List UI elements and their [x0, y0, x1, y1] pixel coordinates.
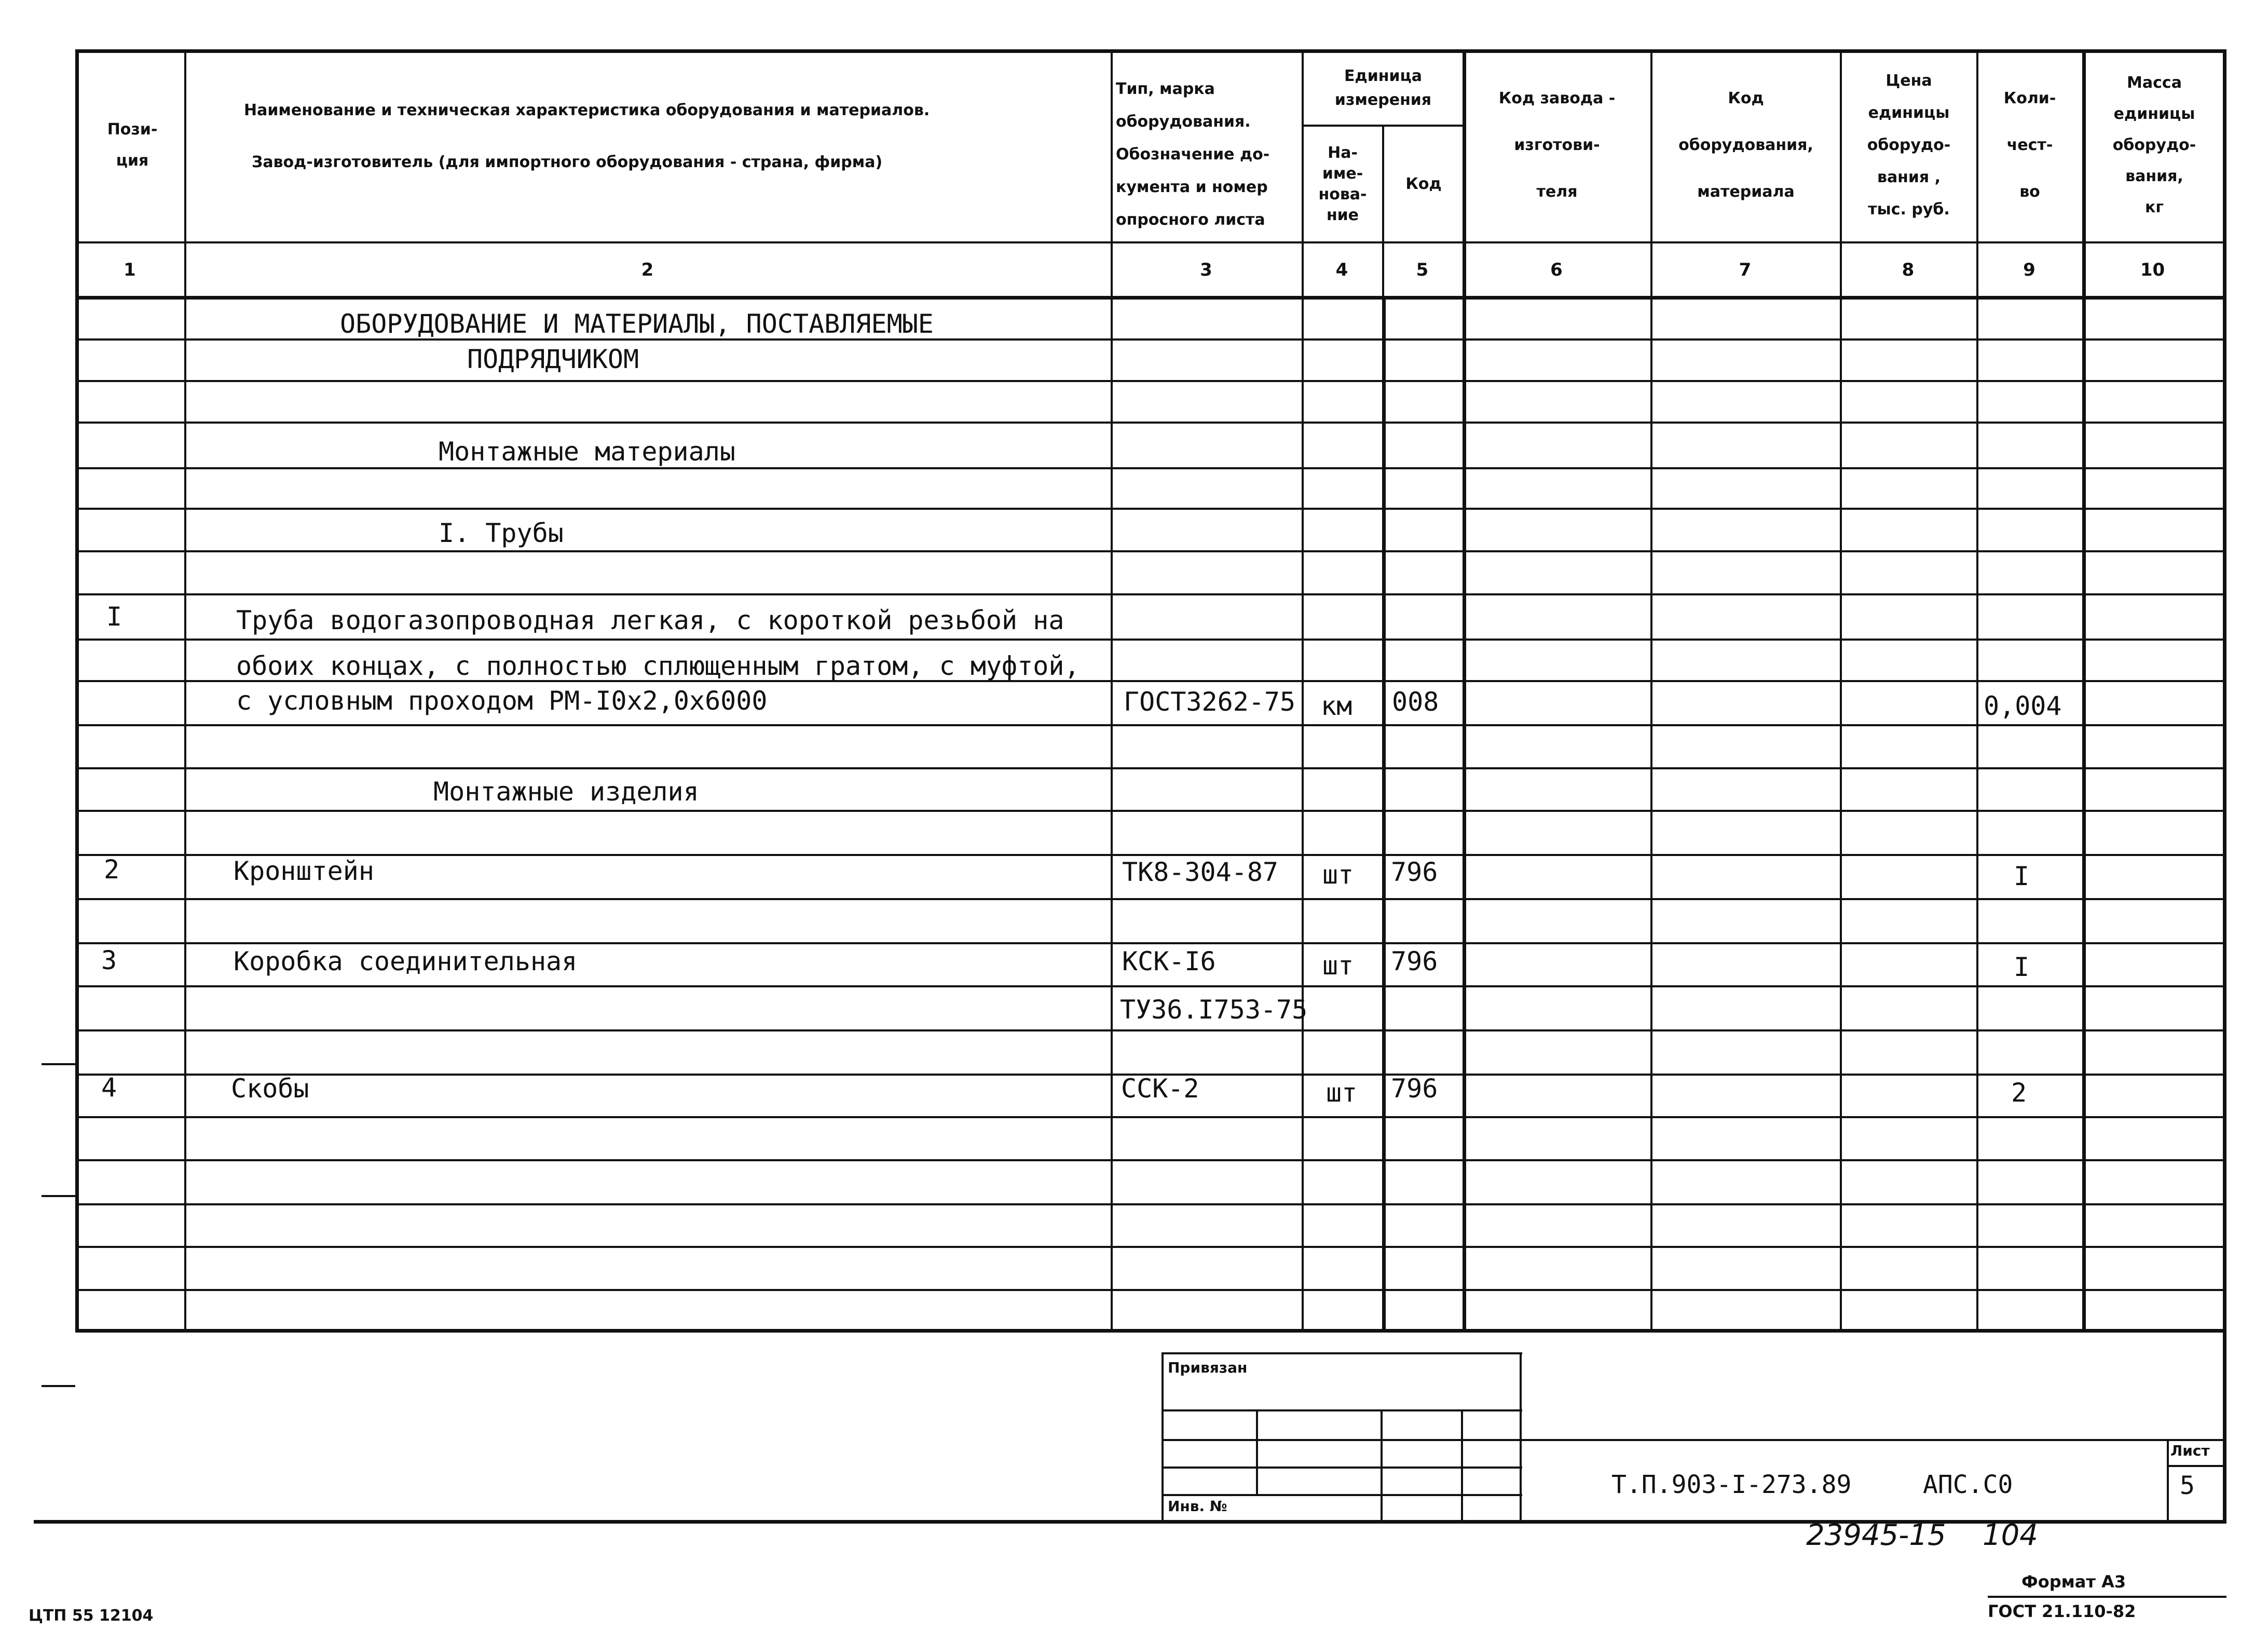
stamp-line	[1162, 1439, 1522, 1441]
item-unit: км	[1321, 691, 1352, 721]
row-line	[75, 985, 2226, 987]
section-title-cont: ПОДРЯДЧИКОМ	[467, 344, 639, 374]
margin-tick	[42, 1385, 75, 1387]
gost-label: ГОСТ 21.110-82	[1988, 1601, 2136, 1621]
handwritten-number: 23945-15	[1806, 1518, 1946, 1552]
header-unit-price: Цена единицы оборудо- вания , тыс. руб.	[1867, 72, 1951, 219]
margin-tick	[42, 1063, 75, 1065]
stamp-line	[1162, 1494, 1522, 1496]
header-quantity: Коли- чест- во	[2003, 89, 2056, 201]
header-equipment-code: Код оборудования, материала	[1678, 89, 1813, 201]
col-number: 3	[1200, 260, 1212, 280]
col-number: 7	[1739, 260, 1752, 280]
header-name-line1: Наименование и техническая характеристика оборудования и материалов.	[244, 101, 930, 119]
item-quantity: I	[2014, 952, 2030, 982]
item-name: Коробка соединительная	[234, 946, 578, 976]
item-doc: КСК-I6	[1122, 946, 1216, 976]
item-unit: шт	[1326, 1078, 1358, 1108]
header-unit-name: На- име- нова- ние	[1318, 144, 1367, 224]
stamp-inv-label: Инв. №	[1168, 1498, 1227, 1515]
col-number: 9	[2023, 260, 2035, 280]
item-quantity: I	[2014, 861, 2030, 891]
item-name-cont: обоих концах, с полностью сплющенным гратом, с муфтой,	[236, 651, 1080, 681]
section-title: ОБОРУДОВАНИЕ И МАТЕРИАЛЫ, ПОСТАВЛЯЕМЫЕ	[340, 309, 934, 339]
row-line	[75, 593, 2226, 595]
row-line	[75, 1203, 2226, 1205]
item-quantity: 2	[2011, 1078, 2027, 1108]
stamp-line	[1381, 1409, 1383, 1521]
subsection-title: Монтажные материалы	[439, 437, 735, 467]
row-line	[75, 508, 2226, 510]
handwritten-page: 104	[1983, 1518, 2038, 1552]
table-bottom-line	[75, 1329, 2226, 1333]
sheet-number: 5	[2180, 1471, 2195, 1500]
left-footer-code: ЦТП 55 12104	[29, 1607, 154, 1625]
col-number: 10	[2140, 260, 2165, 280]
frame-right	[2223, 49, 2226, 1524]
item-position: 4	[101, 1072, 117, 1103]
row-line	[75, 942, 2226, 944]
sheet-label: Лист	[2170, 1442, 2210, 1459]
item-position: 3	[101, 945, 117, 975]
group-title: I. Трубы	[439, 518, 564, 548]
col-number: 4	[1335, 260, 1348, 280]
col-sep-4-bold	[1382, 298, 1386, 1332]
item-unit: шт	[1322, 951, 1354, 981]
header-factory-code: Код завода - изготови- теля	[1498, 89, 1616, 201]
item-quantity: 0,004	[1984, 691, 2062, 721]
item-unit: шт	[1322, 860, 1354, 890]
stamp-line	[2167, 1439, 2169, 1520]
header-name-line2: Завод-изготовитель (для импортного оборудования - страна, фирма)	[252, 153, 883, 171]
row-line	[75, 380, 2226, 382]
stamp-designation: Т.П.903-I-273.89	[1611, 1470, 1852, 1499]
subsection-title: Монтажные изделия	[433, 777, 699, 807]
header-type-doc: Тип, марка оборудования. Обозначение до- кумента и номер опросного листа	[1116, 80, 1270, 229]
row-line	[75, 550, 2226, 552]
item-name: Скобы	[231, 1074, 309, 1104]
stamp-code: АПС.С0	[1923, 1470, 2013, 1499]
header-unit-code: Код	[1405, 175, 1442, 193]
header-unit-group: Единица измерения	[1334, 67, 1432, 109]
item-unit-code: 008	[1392, 687, 1439, 717]
format-label: Формат А3	[2021, 1572, 2126, 1592]
item-doc: ССК-2	[1121, 1074, 1199, 1104]
item-name-cont: с условным проходом РМ-I0х2,0х6000	[236, 686, 768, 716]
margin-tick	[42, 1195, 75, 1197]
item-doc: ГОСТ3262-75	[1124, 687, 1296, 717]
footer-line	[1988, 1596, 2226, 1598]
stamp-line	[2167, 1465, 2223, 1467]
row-line	[75, 639, 2226, 641]
row-line	[75, 1289, 2226, 1291]
col-number: 1	[124, 260, 136, 280]
row-line	[75, 724, 2226, 726]
row-line	[75, 898, 2226, 900]
item-position: I	[106, 602, 122, 632]
item-unit-code: 796	[1391, 857, 1438, 887]
row-line	[75, 422, 2226, 424]
row-line	[75, 1159, 2226, 1161]
row-line	[75, 1246, 2226, 1248]
stamp-line	[1162, 1409, 1522, 1411]
row-line	[75, 767, 2226, 769]
stamp-line	[1520, 1439, 2223, 1441]
item-doc-cont: ТУ36.I753-75	[1120, 995, 1308, 1025]
col-number: 8	[1902, 260, 1915, 280]
row-line	[75, 1029, 2226, 1031]
col-number: 6	[1550, 260, 1563, 280]
item-unit-code: 796	[1391, 946, 1438, 976]
row-line	[75, 854, 2226, 856]
col-number: 5	[1416, 260, 1429, 280]
stamp-bound-label: Привязан	[1168, 1359, 1248, 1376]
item-position: 2	[104, 854, 120, 885]
stamp-line	[1256, 1409, 1258, 1494]
stamp-line	[1162, 1352, 1522, 1354]
item-name: Кронштейн	[234, 856, 374, 886]
item-name: Труба водогазопроводная легкая, с короткой резьбой на	[236, 605, 1064, 635]
item-unit-code: 796	[1391, 1074, 1438, 1104]
row-line	[75, 1116, 2226, 1118]
item-doc: ТК8-304-87	[1122, 857, 1279, 887]
unit-group-line	[1302, 125, 1463, 127]
header-unit-mass: Масса единицы оборудо- вания, кг	[2112, 74, 2196, 216]
stamp-line	[1461, 1409, 1463, 1521]
col-number: 2	[641, 260, 654, 280]
stamp-line	[1162, 1467, 1522, 1469]
row-line	[75, 810, 2226, 812]
row-line	[75, 467, 2226, 469]
header-position: Пози- ция	[107, 120, 158, 170]
